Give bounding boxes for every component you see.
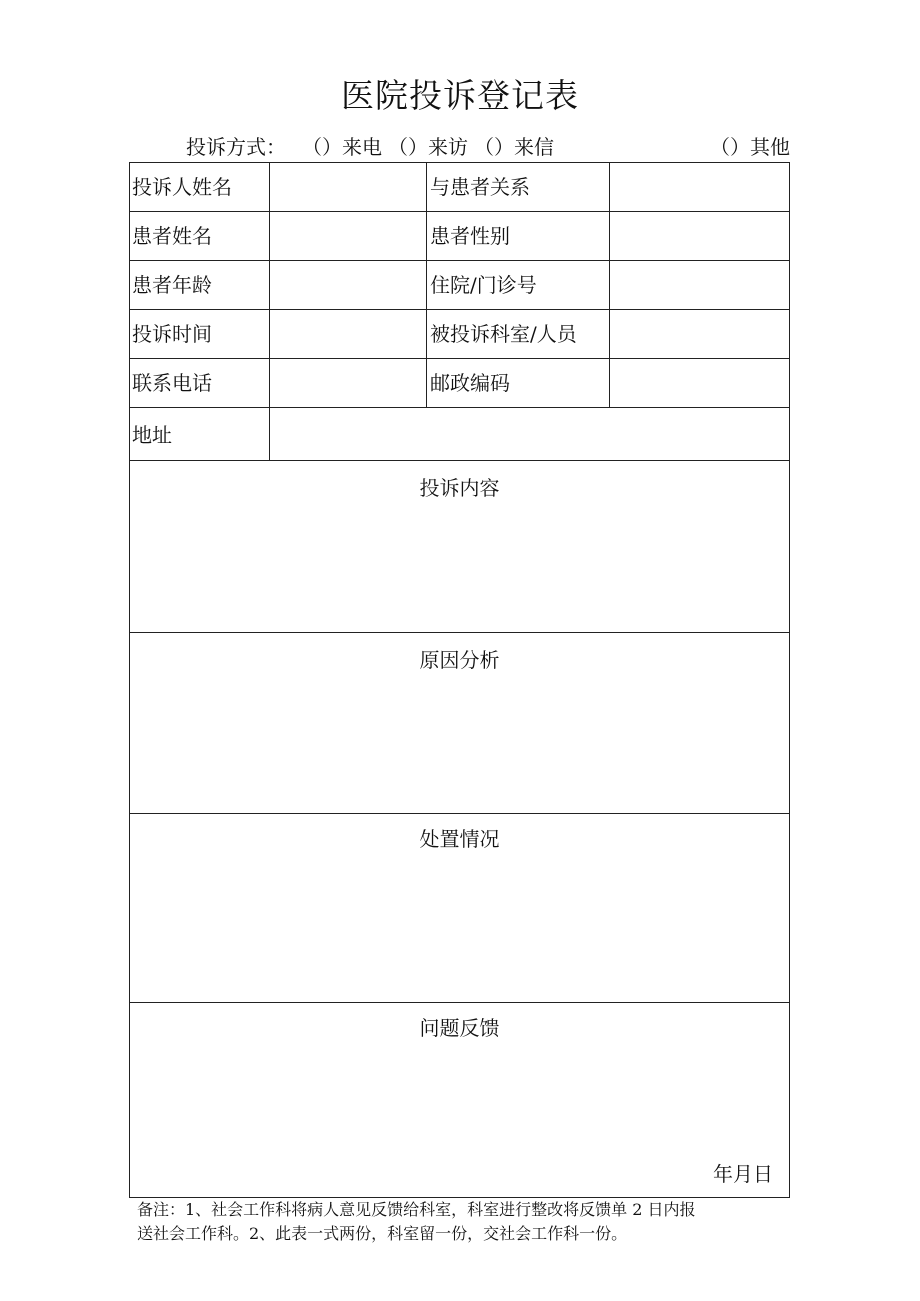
column-divider [269, 163, 270, 460]
patient-age-label: 患者年龄 [132, 273, 212, 297]
complaint-content-heading: 投诉内容 [419, 476, 500, 500]
postcode-label: 邮政编码 [430, 371, 510, 395]
remarks-note [137, 1198, 787, 1246]
row-divider [130, 358, 789, 359]
method-option-other[interactable]: （）其他 [710, 135, 790, 159]
cause-analysis-heading: 原因分析 [419, 648, 500, 672]
section-divider [130, 1002, 789, 1003]
method-option-letter[interactable]: （）来信 [474, 135, 554, 159]
handling-status-heading: 处置情况 [419, 827, 500, 851]
column-divider [426, 163, 427, 407]
patient-gender-label: 患者性别 [430, 224, 510, 248]
complaint-method-row [186, 132, 790, 162]
method-option-phone[interactable]: （）来电 [302, 135, 382, 159]
phone-label: 联系电话 [132, 371, 212, 395]
admission-number-label: 住院/门诊号 [430, 273, 537, 297]
date-label: 年月日 [713, 1162, 773, 1186]
column-divider [609, 163, 610, 407]
method-option-visit[interactable]: （）来访 [388, 135, 468, 159]
relation-label: 与患者关系 [430, 175, 530, 199]
address-label: 地址 [132, 423, 172, 447]
form-title: 医院投诉登记表 [341, 76, 579, 115]
complaint-time-label: 投诉时间 [132, 322, 212, 346]
section-divider [130, 813, 789, 814]
row-divider [130, 211, 789, 212]
remarks-line-2: 送社会工作科。2、此表一式两份，科室留一份，交社会工作科一份。 [137, 1224, 628, 1243]
remarks-line-1: 备注：1、社会工作科将病人意见反馈给科室，科室进行整改将反馈单 2 日内报 [137, 1200, 696, 1219]
complainant-name-label: 投诉人姓名 [132, 175, 232, 199]
issue-feedback-heading: 问题反馈 [419, 1016, 500, 1040]
row-divider [130, 309, 789, 310]
row-divider [130, 260, 789, 261]
complaint-method-label: 投诉方式： [186, 135, 286, 159]
row-divider [130, 407, 789, 408]
target-department-label: 被投诉科室/人员 [430, 322, 577, 346]
complaint-form-table [129, 162, 790, 1198]
patient-name-label: 患者姓名 [132, 224, 212, 248]
section-divider [130, 632, 789, 633]
row-divider [130, 460, 789, 461]
